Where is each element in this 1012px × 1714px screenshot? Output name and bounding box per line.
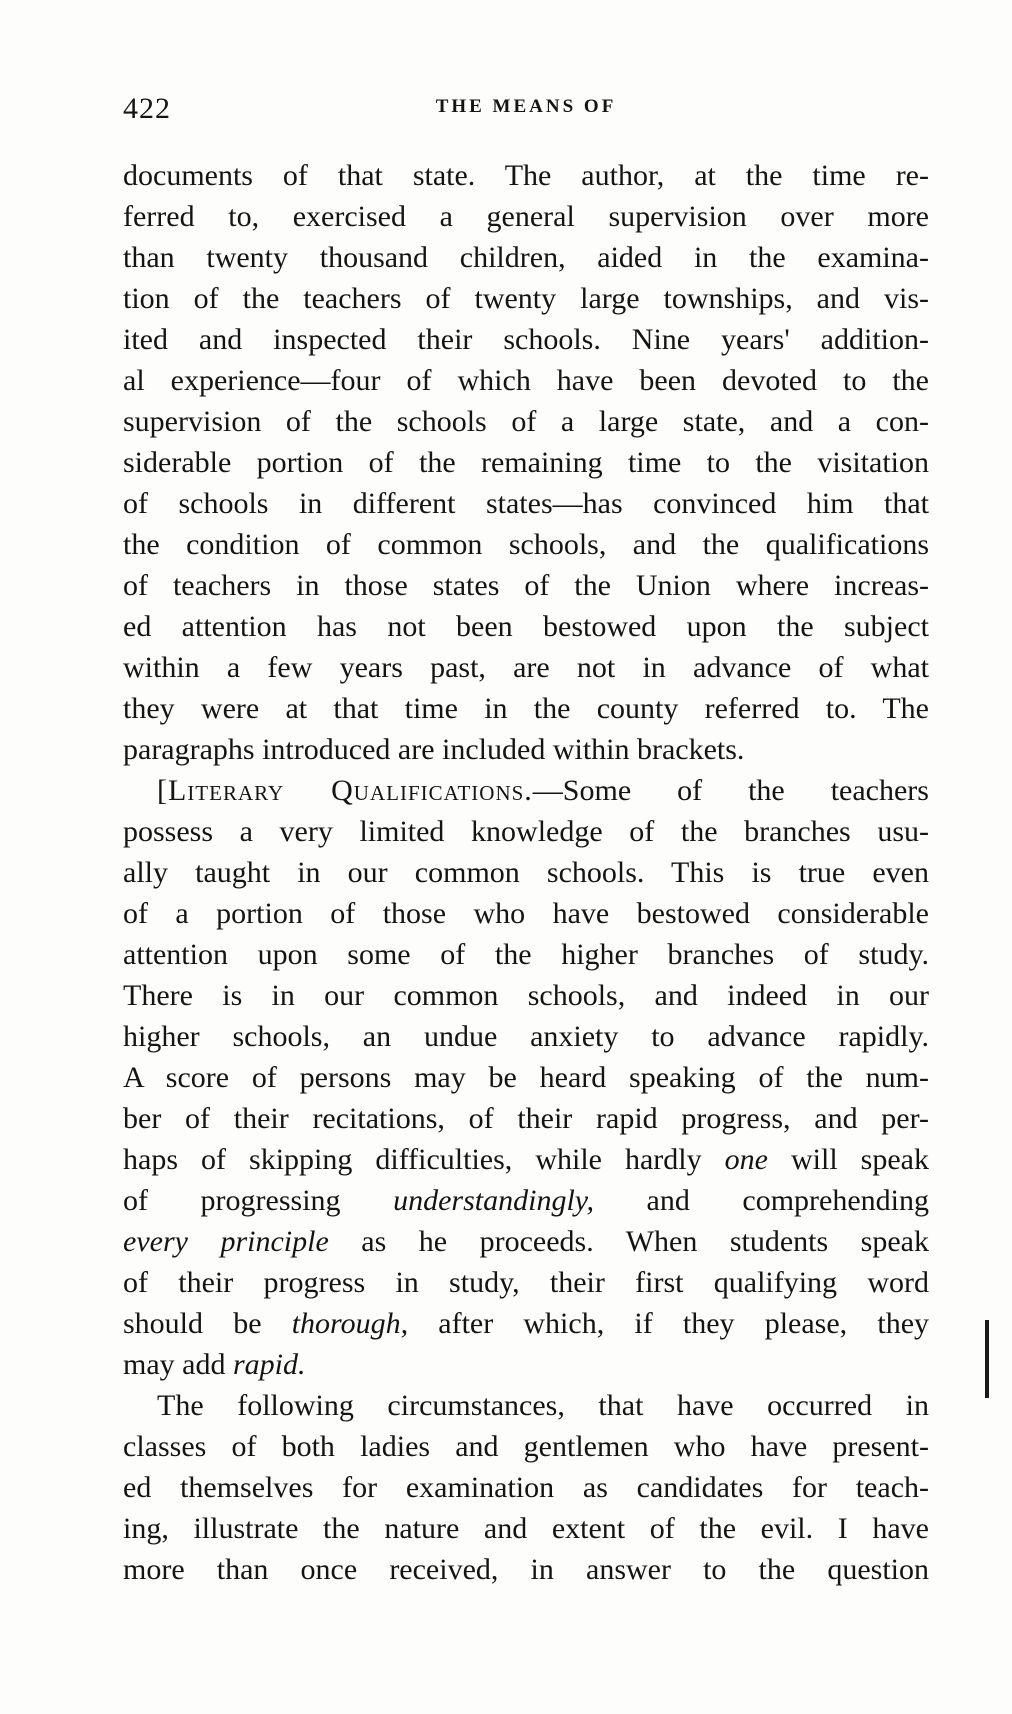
text-line: attention upon some of the higher branches of study. bbox=[123, 938, 929, 971]
text-run: as he proceeds. When students speak bbox=[328, 1225, 929, 1258]
text-run: will speak bbox=[767, 1143, 929, 1176]
text-line: siderable portion of the remaining time to the visitation bbox=[123, 446, 929, 479]
running-title: THE MEANS OF bbox=[435, 96, 617, 117]
text-line: higher schools, an undue anxiety to advance rapidly. bbox=[123, 1020, 929, 1053]
text-line: There is in our common schools, and indeed in our bbox=[123, 979, 929, 1012]
text-line: of their progress in study, their first qualifying word bbox=[123, 1266, 929, 1299]
text-line bbox=[123, 1221, 929, 1262]
text-run: haps of skipping difficulties, while hardly bbox=[123, 1143, 725, 1176]
text-line: documents of that state. The author, at the time re- bbox=[123, 159, 929, 192]
text-line: ally taught in our common schools. This is true even bbox=[123, 856, 929, 889]
text-line: of a portion of those who have bestowed considerable bbox=[123, 897, 929, 930]
text-run: —Some of the teachers bbox=[532, 774, 929, 807]
body-text bbox=[123, 155, 929, 1590]
text-line: than twenty thousand children, aided in the examina- bbox=[123, 241, 929, 274]
margin-rule bbox=[985, 1320, 989, 1398]
page-number: 422 bbox=[123, 92, 171, 125]
text-line: ited and inspected their schools. Nine years' addition- bbox=[123, 323, 929, 356]
text-line: the condition of common schools, and the qualifications bbox=[123, 528, 929, 561]
italic-emphasis: rapid. bbox=[232, 1348, 306, 1381]
text-run: after which, if they please, they bbox=[408, 1307, 930, 1340]
text-line bbox=[123, 1139, 929, 1180]
text-run: of progressing bbox=[123, 1184, 394, 1217]
text-line: tion of the teachers of twenty large townships, and vis- bbox=[123, 282, 929, 315]
text-line bbox=[123, 1180, 929, 1221]
text-line: of schools in different states—has convinced him that bbox=[123, 487, 929, 520]
text-line: more than once received, in answer to the question bbox=[123, 1553, 929, 1586]
paragraph-first-line: The following circumstances, that have occurred in bbox=[157, 1389, 929, 1422]
text-run: may add bbox=[123, 1348, 233, 1381]
paragraph-first-line bbox=[123, 770, 929, 811]
text-line: ferred to, exercised a general supervision over more bbox=[123, 200, 929, 233]
text-run: should be bbox=[123, 1307, 292, 1340]
text-line: paragraphs introduced are included within brackets. bbox=[123, 733, 745, 766]
text-line: al experience—four of which have been devoted to the bbox=[123, 364, 929, 397]
italic-emphasis: understandingly, bbox=[393, 1184, 594, 1217]
text-line: they were at that time in the county referred to. The bbox=[123, 692, 929, 725]
text-line: supervision of the schools of a large state, and a con- bbox=[123, 405, 929, 438]
text-run: and comprehending bbox=[593, 1184, 929, 1217]
text-line: possess a very limited knowledge of the branches usu- bbox=[123, 815, 929, 848]
running-head bbox=[123, 92, 929, 132]
text-line: of teachers in those states of the Union where increas- bbox=[123, 569, 929, 602]
text-line bbox=[123, 1303, 929, 1344]
text-line: ber of their recitations, of their rapid progress, and per- bbox=[123, 1102, 929, 1135]
italic-emphasis: every principle bbox=[123, 1225, 329, 1258]
italic-emphasis: thorough, bbox=[291, 1307, 409, 1340]
italic-emphasis: one bbox=[724, 1143, 768, 1176]
text-line: A score of persons may be heard speaking of the num- bbox=[123, 1061, 929, 1094]
text-line: ed themselves for examination as candidates for teach- bbox=[123, 1471, 929, 1504]
text-line: within a few years past, are not in advance of what bbox=[123, 651, 929, 684]
text-line bbox=[123, 1344, 929, 1385]
section-heading: [Literary Qualifications. bbox=[157, 774, 533, 807]
text-line: ing, illustrate the nature and extent of the evil. I have bbox=[123, 1512, 929, 1545]
text-line: classes of both ladies and gentlemen who have present- bbox=[123, 1430, 929, 1463]
text-line: ed attention has not been bestowed upon the subject bbox=[123, 610, 929, 643]
